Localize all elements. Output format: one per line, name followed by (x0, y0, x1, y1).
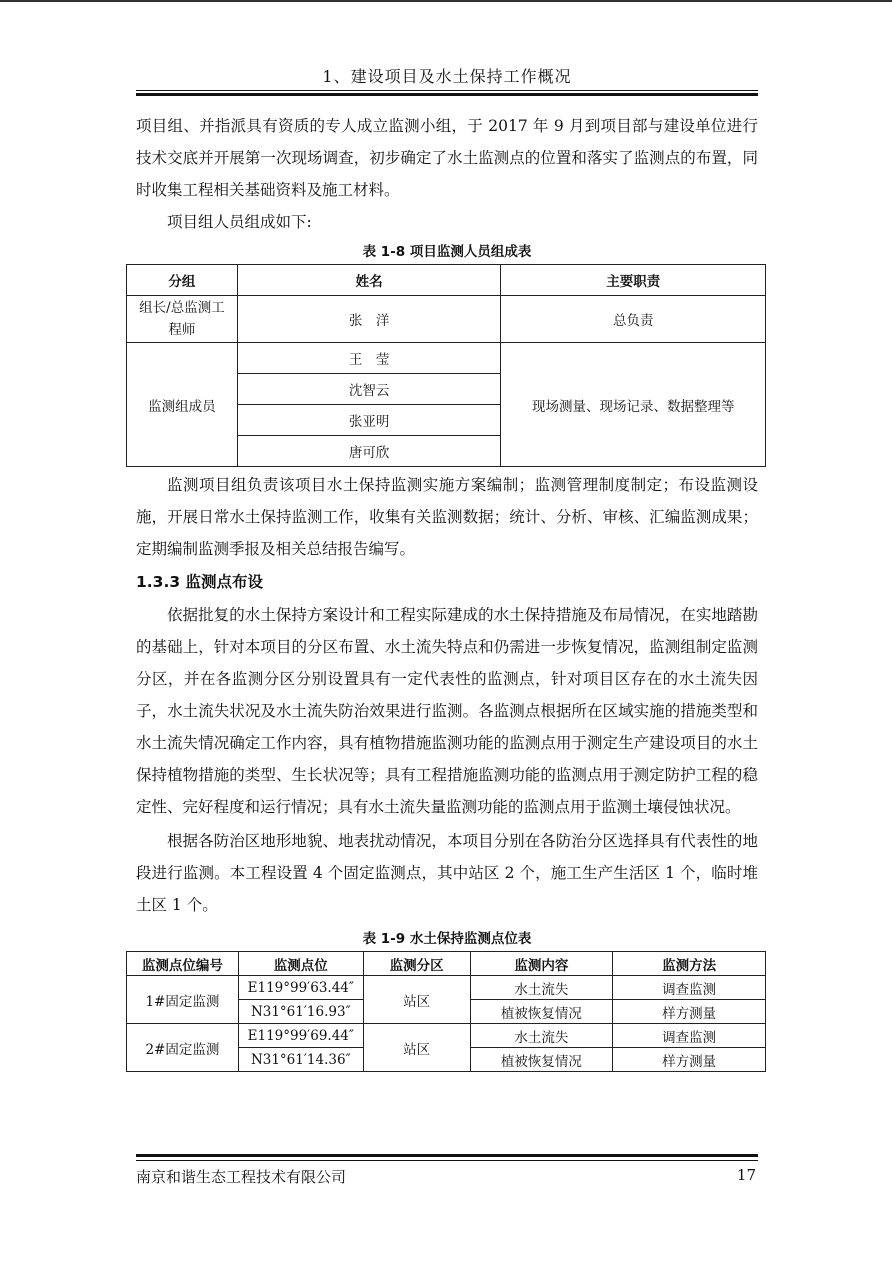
table-row (127, 343, 766, 374)
header-content: 监测内容 (470, 952, 613, 976)
staff-table (126, 264, 766, 467)
method-cell: 样方测量 (613, 1000, 766, 1024)
paragraph-monitoring-points: 根据各防治区地形地貌、地表扰动情况，本项目分别在各防治分区选择具有代表性的地段进行监测。本工程设置 4 个固定监测点，其中站区 2 个，施工生产生活区 1 个，临时堆土区 1 个。 (136, 832, 758, 914)
header-zone: 监测分区 (363, 952, 470, 976)
method-cell: 调查监测 (613, 976, 766, 1000)
content-cell: 水土流失 (470, 976, 613, 1000)
paragraph-team-intro: 项目组人员组成如下: (167, 213, 312, 231)
footer-company: 南京和谐生态工程技术有限公司 (136, 1168, 347, 1186)
monitoring-points-table (126, 951, 766, 1072)
header-method: 监测方法 (613, 952, 766, 976)
table-row (127, 976, 766, 1000)
content-cell: 水土流失 (470, 1024, 613, 1048)
table-row (127, 1024, 766, 1048)
paragraph-team-formation: 项目组、并指派具有资质的专人成立监测小组，于 2017 年 9 月到项目部与建设单位进行技术交底并开展第一次现场调查，初步确定了水土监测点的位置和落实了监测点的布置，同时收集工程相关基础资料及施工材料。 (136, 117, 758, 199)
paragraph-team-duties: 监测项目组负责该项目水土保持监测实施方案编制；监测管理制度制定；布设监测设施，开展日常水土保持监测工作，收集有关监测数据；统计、分析、审核、汇编监测成果；定期编制监测季报及相关总结报告编写。 (136, 476, 758, 558)
group-cell: 监测组成员 (127, 343, 238, 467)
footer-rule-thick (136, 1154, 758, 1157)
table-row (127, 296, 766, 343)
name-cell: 沈智云 (237, 374, 501, 405)
header-name: 姓名 (237, 265, 501, 296)
coordinate-cell: E119°99′63.44″ (238, 976, 363, 1000)
point-id-cell: 2#固定监测 (127, 1024, 239, 1072)
method-cell: 调查监测 (613, 1024, 766, 1048)
zone-cell: 站区 (363, 1024, 470, 1072)
coordinate-cell: E119°99′69.44″ (238, 1024, 363, 1048)
coordinate-cell: N31°61′16.93″ (238, 1000, 363, 1024)
header-rule-thick (136, 93, 758, 96)
duty-cell: 现场测量、现场记录、数据整理等 (501, 343, 766, 467)
paragraph-monitoring-basis: 依据批复的水土保持方案设计和工程实际建成的水土保持措施及布局情况，在实地踏勘的基础上，针对本项目的分区布置、水土流失特点和仍需进一步恢复情况，监测组制定监测分区，并在各监测分区分别设置具有一定代表性的监测点，针对项目区存在的水土流失因子，水土流失状况及水土流失防治效果进行监测。各监测点根据所在区域实施的措施类型和水土流失情况确定工作内容，具有植物措施监测功能的监测点用于测定生产建设项目的水土保持植物措施的类型、生长状况等；具有工程措施监测功能的监测点用于测定防护工程的稳定性、完好程度和运行情况；具有水土流失量监测功能的监测点用于监测土壤侵蚀状况。 (136, 606, 758, 816)
name-cell: 张亚明 (237, 405, 501, 436)
duty-cell: 总负责 (501, 296, 766, 343)
content-cell: 植被恢复情况 (470, 1048, 613, 1072)
table-1-9-caption: 表 1-9 水土保持监测点位表 (362, 931, 532, 947)
name-cell: 张 洋 (237, 296, 501, 343)
zone-cell: 站区 (363, 976, 470, 1024)
name-cell: 唐可欣 (237, 436, 501, 467)
content-cell: 植被恢复情况 (470, 1000, 613, 1024)
footer-rule-thin (136, 1160, 758, 1161)
page-header-title: 1、建设项目及水土保持工作概况 (322, 67, 572, 86)
header-point-id: 监测点位编号 (127, 952, 239, 976)
main-content (136, 110, 758, 1072)
method-cell: 样方测量 (613, 1048, 766, 1072)
table-1-8-caption: 表 1-8 项目监测人员组成表 (362, 244, 532, 260)
table-header-row (127, 265, 766, 296)
point-id-cell: 1#固定监测 (127, 976, 239, 1024)
table-header-row (127, 952, 766, 976)
header-rule-thin (136, 90, 758, 91)
header-duty: 主要职责 (501, 265, 766, 296)
header-group: 分组 (127, 265, 238, 296)
header-location: 监测点位 (238, 952, 363, 976)
name-cell: 王 莹 (237, 343, 501, 374)
coordinate-cell: N31°61′14.36″ (238, 1048, 363, 1072)
group-cell: 组长/总监测工程师 (127, 296, 238, 343)
page-top-border (0, 0, 892, 2)
section-heading: 1.3.3 监测点布设 (136, 573, 264, 591)
footer-page-number: 17 (736, 1166, 756, 1184)
